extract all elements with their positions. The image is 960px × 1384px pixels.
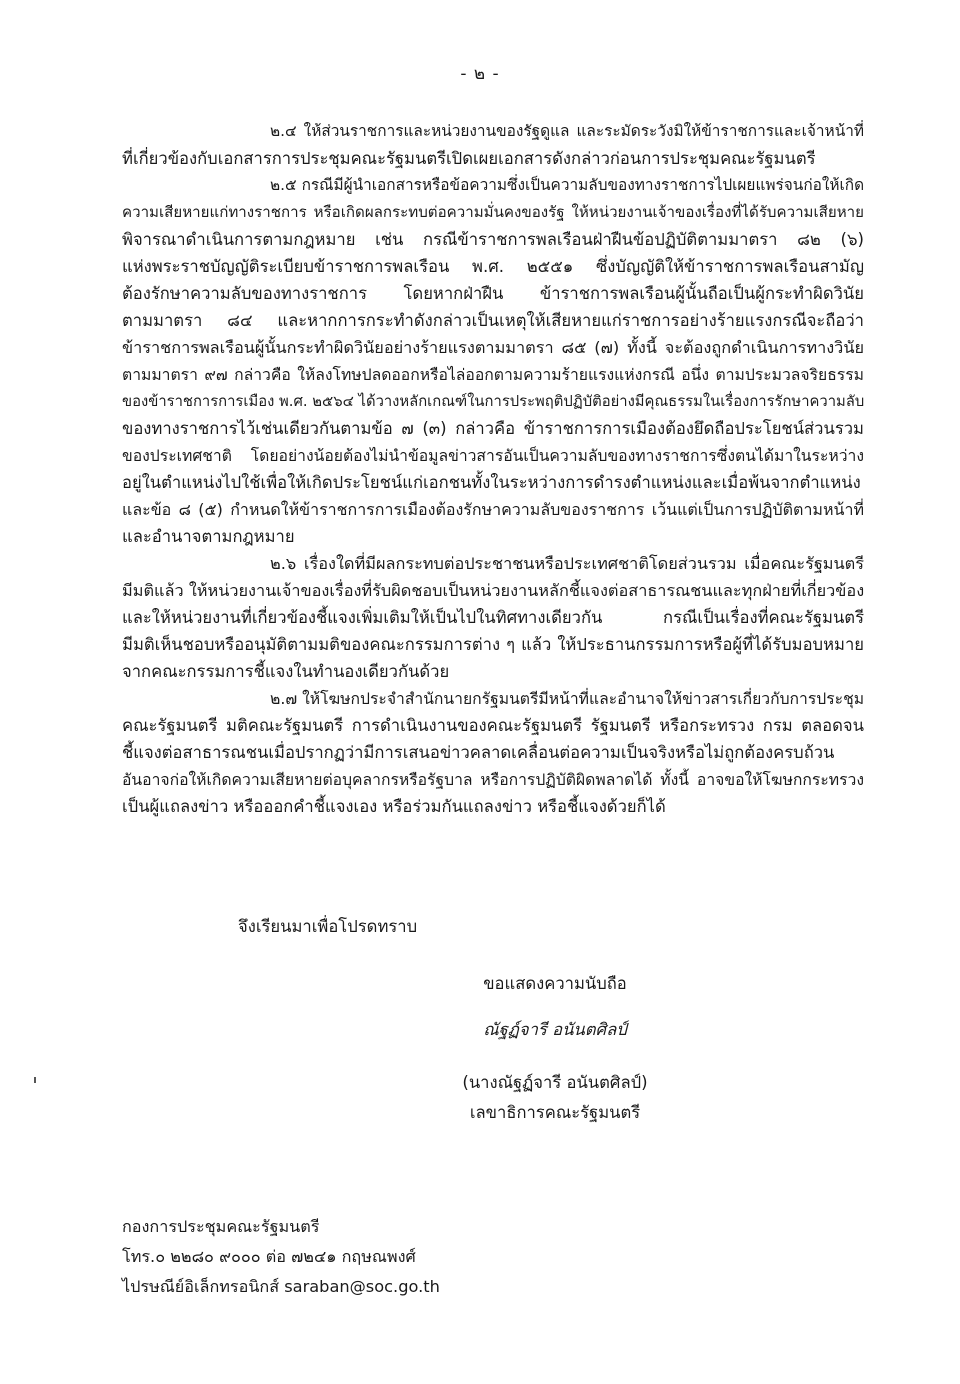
signature-regards: ขอแสดงความนับถือ: [483, 974, 627, 993]
text-line: ๒.๗ ให้โฆษกประจำสำนักนายกรัฐมนตรีมีหน้าที่และอำนาจให้ข่าวสารเกี่ยวกับการประชุม: [270, 689, 864, 708]
signatory-title: เลขาธิการคณะรัฐมนตรี: [469, 1103, 641, 1122]
text-line: ๒.๖ เรื่องใดที่มีผลกระทบต่อประชาชนหรือประเทศชาติโดยส่วนรวม เมื่อคณะรัฐมนตรี: [270, 554, 864, 573]
text-line: พิจารณาดำเนินการตามกฎหมาย เช่น กรณีข้าราชการพลเรือนฝ่าฝืนข้อปฏิบัติตามมาตรา ๘๒ (๖): [122, 230, 864, 249]
text-line: แห่งพระราชบัญญัติระเบียบข้าราชการพลเรือน พ.ศ. ๒๕๕๑ ซึ่งบัญญัติให้ข้าราชการพลเรือนสามัญ: [122, 257, 864, 276]
text-line: ตามมาตรา ๘๔ และหากการกระทำดังกล่าวเป็นเหตุให้เสียหายแก่ราชการอย่างร้ายแรงกรณีจะถือว่า: [122, 311, 864, 330]
text-line: ชี้แจงต่อสาธารณชนเมื่อปรากฏว่ามีการเสนอข่าวคลาดเคลื่อนต่อความเป็นจริงหรือไม่ถูกต้องครบถ้วน: [122, 743, 835, 762]
text-line: ของทางราชการไว้เช่นเดียวกันตามข้อ ๗ (๓) กล่าวคือ ข้าราชการการเมืองต้องยึดถือประโยชน์ส่วนรวม: [122, 419, 864, 438]
paragraph-2-6: [122, 550, 864, 685]
page-number: - ๒ -: [460, 64, 500, 84]
paragraph-2-5: [122, 172, 864, 550]
handwritten-signature: ณัฐฏ์จารี อนันตศิลป์: [483, 1020, 627, 1039]
text-line: ต้องรักษาความลับของทางราชการ โดยหากฝ่าฝืน ข้าราชการพลเรือนผู้นั้นถือเป็นผู้กระทำผิดวินัย: [122, 284, 864, 303]
paragraph-2-7: [122, 685, 864, 820]
text-line: ๒.๕ กรณีมีผู้นำเอกสารหรือข้อความซึ่งเป็นความลับของทางราชการไปเผยแพร่จนก่อให้เกิด: [270, 176, 864, 194]
text-line: อันอาจก่อให้เกิดความเสียหายต่อบุคลากรหรือรัฐบาล หรือการปฏิบัติผิดพลาดได้ ทั้งนี้ อาจขอให้โฆษกกระทรวง: [122, 770, 864, 789]
signatory-name: (นางณัฐฏ์จารี อนันตศิลป์): [462, 1073, 648, 1092]
text-line: ตามมาตรา ๙๗ กล่าวคือ ให้ลงโทษปลดออกหรือไล่ออกตามความร้ายแรงแห่งกรณี อนึ่ง ตามประมวลจริยธรรม: [122, 365, 864, 384]
text-line: ของข้าราชการการเมือง พ.ศ. ๒๕๖๔ ได้วางหลักเกณฑ์ในการประพฤติปฏิบัติอย่างมีคุณธรรมในเรื่องการรักษาความลับ: [122, 393, 864, 410]
scan-speck: [34, 1077, 36, 1083]
text-line: มีมติเห็นชอบหรืออนุมัติตามมติของคณะกรรมการต่าง ๆ แล้ว ให้ประธานกรรมการหรือผู้ที่ได้รับมอบหมาย: [122, 635, 864, 654]
text-line: ๒.๔ ให้ส่วนราชการและหน่วยงานของรัฐดูแล และระมัดระวังมิให้ข้าราชการและเจ้าหน้าที่: [270, 122, 864, 140]
closing-line: จึงเรียนมาเพื่อโปรดทราบ: [238, 917, 418, 936]
document-body: [122, 118, 864, 820]
text-line: ความเสียหายแก่ทางราชการ หรือเกิดผลกระทบต่อความมั่นคงของรัฐ ให้หน่วยงานเจ้าของเรื่องที่ได้รับความเสียหาย: [122, 203, 864, 221]
text-line: คณะรัฐมนตรี มติคณะรัฐมนตรี การดำเนินงานของคณะรัฐมนตรี รัฐมนตรี หรือกระทรวง กรม ตลอดจน: [122, 716, 864, 735]
text-line: มีมติแล้ว ให้หน่วยงานเจ้าของเรื่องที่รับผิดชอบเป็นหน่วยงานหลักชี้แจงต่อสาธารณชนและทุกฝ่ายที่เกี่ยวข้อง: [122, 581, 864, 600]
text-line: ข้าราชการพลเรือนผู้นั้นกระทำผิดวินัยอย่างร้ายแรงตามมาตรา ๘๕ (๗) ทั้งนี้ จะต้องถูกดำเนินการทางวินัย: [122, 338, 864, 357]
footer-phone: โทร.๐ ๒๒๘๐ ๙๐๐๐ ต่อ ๗๒๔๑ กฤษณพงศ์: [122, 1247, 416, 1266]
contact-footer: [122, 1212, 440, 1302]
text-line: และข้อ ๘ (๕) กำหนดให้ข้าราชการการเมืองต้องรักษาความลับของราชการ เว้นแต่เป็นการปฏิบัติตามหน้าที่: [122, 500, 864, 519]
text-line: และอำนาจตามกฎหมาย: [122, 527, 295, 546]
footer-office: กองการประชุมคณะรัฐมนตรี: [122, 1217, 320, 1236]
text-line: และให้หน่วยงานที่เกี่ยวข้องชี้แจงเพิ่มเติมให้เป็นไปในทิศทางเดียวกัน กรณีเป็นเรื่องที่คณะรัฐมนตรี: [122, 608, 864, 627]
footer-email: ไปรษณีย์อิเล็กทรอนิกส์ saraban@soc.go.th: [122, 1277, 440, 1296]
text-line: ที่เกี่ยวข้องกับเอกสารการประชุมคณะรัฐมนตรีเปิดเผยเอกสารดังกล่าวก่อนการประชุมคณะรัฐมนตรี: [122, 149, 816, 168]
text-line: จากคณะกรรมการชี้แจงในทำนองเดียวกันด้วย: [122, 662, 450, 681]
text-line: อยู่ในตำแหน่งไปใช้เพื่อให้เกิดประโยชน์แก่เอกชนทั้งในระหว่างการดำรงตำแหน่งและเมื่อพ้นจากตำแหน่ง: [122, 473, 861, 492]
paragraph-2-4: [122, 118, 864, 172]
text-line: ของประเทศชาติ โดยอย่างน้อยต้องไม่นำข้อมูลข่าวสารอันเป็นความลับของทางราชการซึ่งตนได้มาในระหว่าง: [122, 446, 864, 465]
text-line: เป็นผู้แถลงข่าว หรือออกคำชี้แจงเอง หรือร่วมกันแถลงข่าว หรือชี้แจงด้วยก็ได้: [122, 797, 666, 816]
